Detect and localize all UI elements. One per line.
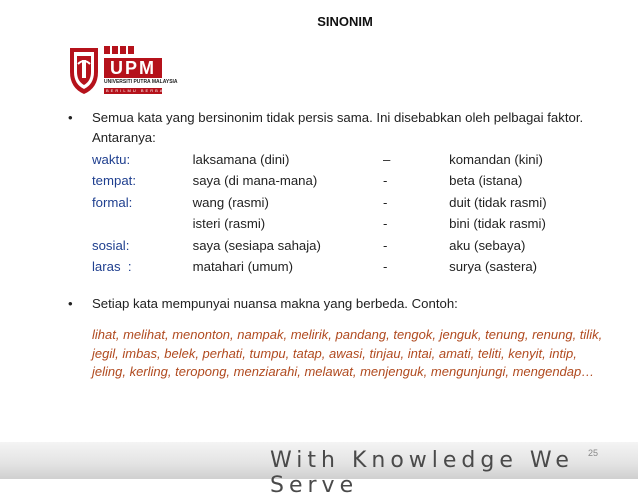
word-alternate: komandan (kini) xyxy=(449,151,543,167)
word-alternate: duit (tidak rasmi) xyxy=(449,194,547,210)
separator: - xyxy=(383,216,388,232)
category-label: laras : xyxy=(92,259,132,275)
slide-title: SINONIM xyxy=(317,14,373,29)
category-label: formal: xyxy=(92,194,133,210)
word-informal: saya (di mana-mana) xyxy=(192,173,318,189)
synonym-row xyxy=(92,192,607,214)
word-informal: laksamana (dini) xyxy=(192,151,290,167)
logo-name: UNIVERSITI PUTRA MALAYSIA xyxy=(104,79,178,85)
synonym-row xyxy=(92,214,607,236)
separator: - xyxy=(383,173,388,189)
synonym-table xyxy=(92,149,607,278)
logo-tagline: BERILMU BERBAKTI xyxy=(106,88,177,93)
bullet-item-factors xyxy=(62,108,607,148)
footer-banner xyxy=(0,442,638,498)
bullet-item-nuance xyxy=(62,294,607,314)
word-alternate: aku (sebaya) xyxy=(449,237,526,253)
bullet-icon: • xyxy=(68,110,73,125)
example-words: lihat, melihat, menonton, nampak, melirik, pandang, tengok, jenguk, tenung, renung, tilik, jegil, imbas, belek, perhati, tumpu, tatap, awasi, tinjau, intai, amati, teliti, kenyit, intip, jeling, kerling, teropong, menziarahi, melawat, menjenguk, mengunjungi, mengendap… xyxy=(92,327,603,380)
synonym-row xyxy=(92,149,607,171)
separator: - xyxy=(383,259,388,275)
word-alternate: beta (istana) xyxy=(449,173,523,189)
word-informal: saya (sesiapa sahaja) xyxy=(192,237,321,253)
category-label: waktu: xyxy=(92,151,131,167)
upm-logo xyxy=(68,42,208,102)
synonym-row xyxy=(92,257,607,279)
word-informal: matahari (umum) xyxy=(192,259,294,275)
bullet-text: Setiap kata mempunyai nuansa makna yang berbeda. Contoh: xyxy=(92,296,458,311)
category-label: tempat: xyxy=(92,173,136,189)
separator: - xyxy=(383,194,388,210)
logo-brand: UPM xyxy=(110,58,156,78)
page-number: 25 xyxy=(588,448,599,458)
synonym-row xyxy=(92,171,607,193)
word-informal: wang (rasmi) xyxy=(192,194,269,210)
word-informal: isteri (rasmi) xyxy=(192,216,266,232)
separator: – xyxy=(383,151,391,167)
word-alternate: surya (sastera) xyxy=(449,259,538,275)
category-label: sosial: xyxy=(92,237,130,253)
footer-slogan: With Knowledge We Serve xyxy=(270,448,574,498)
synonym-row xyxy=(92,235,607,257)
bullet-text: Semua kata yang bersinonim tidak persis sama. Ini disebabkan oleh pelbagai faktor. Antaranya: xyxy=(92,110,584,145)
bullet-icon: • xyxy=(68,296,73,311)
slide-content xyxy=(62,108,607,382)
word-alternate: bini (tidak rasmi) xyxy=(449,216,546,232)
separator: - xyxy=(383,237,388,253)
